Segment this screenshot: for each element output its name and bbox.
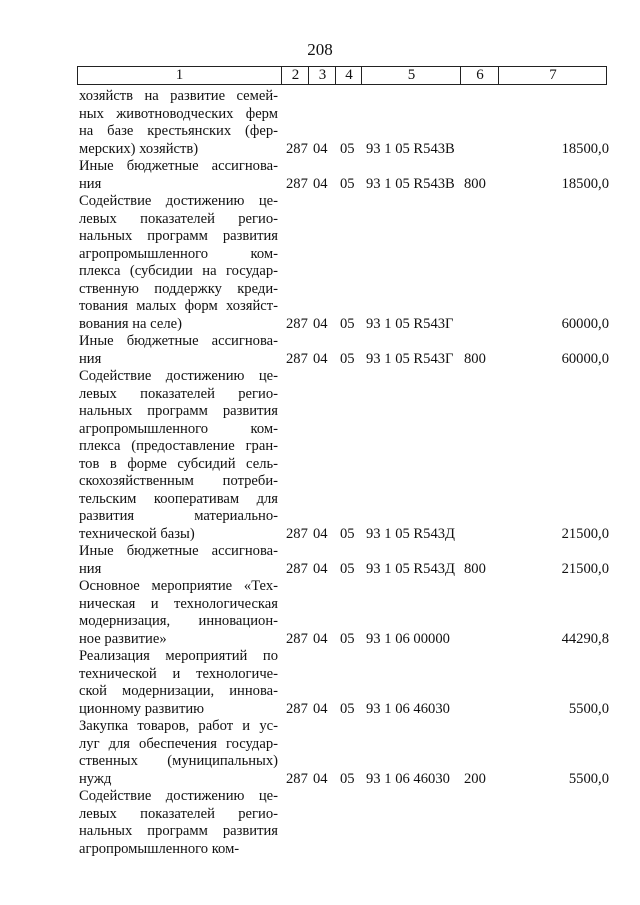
- description-line: левых показателей регио-: [79, 385, 278, 402]
- department-code: 287: [286, 350, 308, 367]
- description-line: Закупка товаров, работ и ус-: [79, 718, 278, 734]
- department-code: 287: [286, 770, 308, 787]
- description-line: Иные бюджетные ассигнова-: [79, 158, 278, 174]
- target-item-code: 93 1 06 46030: [366, 700, 450, 717]
- description-line: луг для обеспечения государ-: [79, 735, 278, 752]
- subsection-code: 05: [340, 630, 355, 647]
- table-row: [79, 543, 609, 578]
- row-codes: [79, 701, 609, 719]
- description-line: нужд: [79, 770, 112, 787]
- subsection-code: 05: [340, 560, 355, 577]
- amount: 21500,0: [561, 560, 609, 577]
- row-codes: [79, 771, 609, 789]
- description-line: мерских) хозяйств): [79, 140, 199, 157]
- amount: 5500,0: [568, 770, 609, 787]
- description-line: плекса (предоставление гран-: [79, 438, 278, 454]
- description-line: Содействие достижению це-: [79, 368, 278, 384]
- amount: 5500,0: [568, 700, 609, 717]
- target-item-code: 93 1 05 R543Г: [366, 315, 454, 332]
- target-item-code: 93 1 05 R543В: [366, 175, 455, 192]
- description-line: ния: [79, 350, 102, 367]
- subsection-code: 05: [340, 525, 355, 542]
- row-description: [79, 368, 278, 543]
- description-line: ное развитие»: [79, 630, 167, 647]
- description-line: нальных программ развития: [79, 228, 278, 244]
- subsection-code: 05: [340, 700, 355, 717]
- expense-type-code: 800: [464, 560, 486, 577]
- expense-type-code: 800: [464, 175, 486, 192]
- section-code: 04: [313, 140, 328, 157]
- table-body: [79, 88, 609, 858]
- description-line: Иные бюджетные ассигнова-: [79, 543, 278, 559]
- table-row: [79, 368, 609, 543]
- subsection-code: 05: [340, 175, 355, 192]
- description-line: технической базы): [79, 525, 195, 542]
- row-description: [79, 193, 278, 333]
- amount: 44290,8: [561, 630, 609, 647]
- description-line: ния: [79, 175, 102, 192]
- description-line: агропромышленного ком-: [79, 245, 278, 262]
- description-line: вования на селе): [79, 315, 182, 332]
- description-line: Реализация мероприятий по: [79, 648, 278, 664]
- description-line: тования малых форм хозяйст-: [79, 298, 278, 314]
- target-item-code: 93 1 05 R543Г: [366, 350, 454, 367]
- amount: 21500,0: [561, 525, 609, 542]
- description-line: развития материально-: [79, 508, 278, 524]
- header-col-3: 3: [308, 67, 336, 84]
- description-line: Содействие достижению це-: [79, 788, 278, 804]
- description-line: ственную поддержку креди-: [79, 280, 278, 297]
- amount: 60000,0: [561, 350, 609, 367]
- subsection-code: 05: [340, 770, 355, 787]
- description-line: левых показателей регио-: [79, 210, 278, 227]
- section-code: 04: [313, 770, 328, 787]
- description-line: ственных (муниципальных): [79, 753, 278, 769]
- description-line: нальных программ развития: [79, 403, 278, 419]
- department-code: 287: [286, 525, 308, 542]
- amount: 18500,0: [561, 175, 609, 192]
- header-col-1: 1: [175, 67, 184, 83]
- target-item-code: 93 1 06 00000: [366, 630, 450, 647]
- target-item-code: 93 1 06 46030: [366, 770, 450, 787]
- target-item-code: 93 1 05 R543В: [366, 140, 455, 157]
- description-line: модернизация, инновацион-: [79, 613, 278, 629]
- row-codes: [79, 141, 609, 159]
- description-line: нальных программ развития: [79, 823, 278, 839]
- table-row: [79, 718, 609, 788]
- table-row: [79, 333, 609, 368]
- page-number: 208: [307, 40, 333, 59]
- description-line: плекса (субсидии на государ-: [79, 263, 278, 279]
- description-line: агропромышленного ком-: [79, 420, 278, 437]
- description-line: на базе крестьянских (фер-: [79, 123, 278, 139]
- target-item-code: 93 1 05 R543Д: [366, 525, 456, 542]
- description-line: Иные бюджетные ассигнова-: [79, 333, 278, 349]
- table-row: [79, 88, 609, 158]
- table-row: [79, 788, 609, 858]
- section-code: 04: [313, 630, 328, 647]
- row-codes: [79, 351, 609, 369]
- target-item-code: 93 1 05 R543Д: [366, 560, 456, 577]
- department-code: 287: [286, 315, 308, 332]
- row-codes: [79, 561, 609, 579]
- subsection-code: 05: [340, 140, 355, 157]
- table-row: [79, 193, 609, 333]
- description-line: ных животноводческих ферм: [79, 105, 278, 122]
- description-line: Основное мероприятие «Тех-: [79, 578, 278, 594]
- table-row: [79, 578, 609, 648]
- description-line: тов в форме субсидий сель-: [79, 455, 278, 472]
- department-code: 287: [286, 175, 308, 192]
- row-codes: [79, 176, 609, 194]
- table-row: [79, 648, 609, 718]
- section-code: 04: [313, 315, 328, 332]
- description-line: левых показателей регио-: [79, 805, 278, 822]
- description-line: агропромышленного ком-: [79, 840, 240, 857]
- department-code: 287: [286, 630, 308, 647]
- description-line: тельским кооперативам для: [79, 490, 278, 507]
- header-col-4: 4: [335, 67, 362, 84]
- description-line: технической и технологиче-: [79, 665, 278, 682]
- row-codes: [79, 316, 609, 334]
- table-row: [79, 158, 609, 193]
- row-codes: [79, 631, 609, 649]
- description-line: ния: [79, 560, 102, 577]
- section-code: 04: [313, 700, 328, 717]
- section-code: 04: [313, 525, 328, 542]
- department-code: 287: [286, 140, 308, 157]
- subsection-code: 05: [340, 350, 355, 367]
- expense-type-code: 800: [464, 350, 486, 367]
- description-line: хозяйств на развитие семей-: [79, 88, 278, 104]
- section-code: 04: [313, 350, 328, 367]
- description-line: скохозяйственным потреби-: [79, 473, 278, 489]
- description-line: ническая и технологическая: [79, 595, 278, 612]
- subsection-code: 05: [340, 315, 355, 332]
- header-col-2: 2: [281, 67, 309, 84]
- description-line: ской модернизации, иннова-: [79, 683, 278, 699]
- description-line: Содействие достижению це-: [79, 193, 278, 209]
- row-codes: [79, 841, 609, 859]
- section-code: 04: [313, 560, 328, 577]
- expense-type-code: 200: [464, 770, 486, 787]
- table-header: [77, 66, 607, 85]
- department-code: 287: [286, 560, 308, 577]
- amount: 18500,0: [561, 140, 609, 157]
- row-codes: [79, 526, 609, 544]
- header-col-5: 5: [361, 67, 461, 84]
- description-line: ционному развитию: [79, 700, 205, 717]
- department-code: 287: [286, 700, 308, 717]
- section-code: 04: [313, 175, 328, 192]
- amount: 60000,0: [561, 315, 609, 332]
- header-col-7: 7: [498, 67, 607, 84]
- header-col-6: 6: [460, 67, 499, 84]
